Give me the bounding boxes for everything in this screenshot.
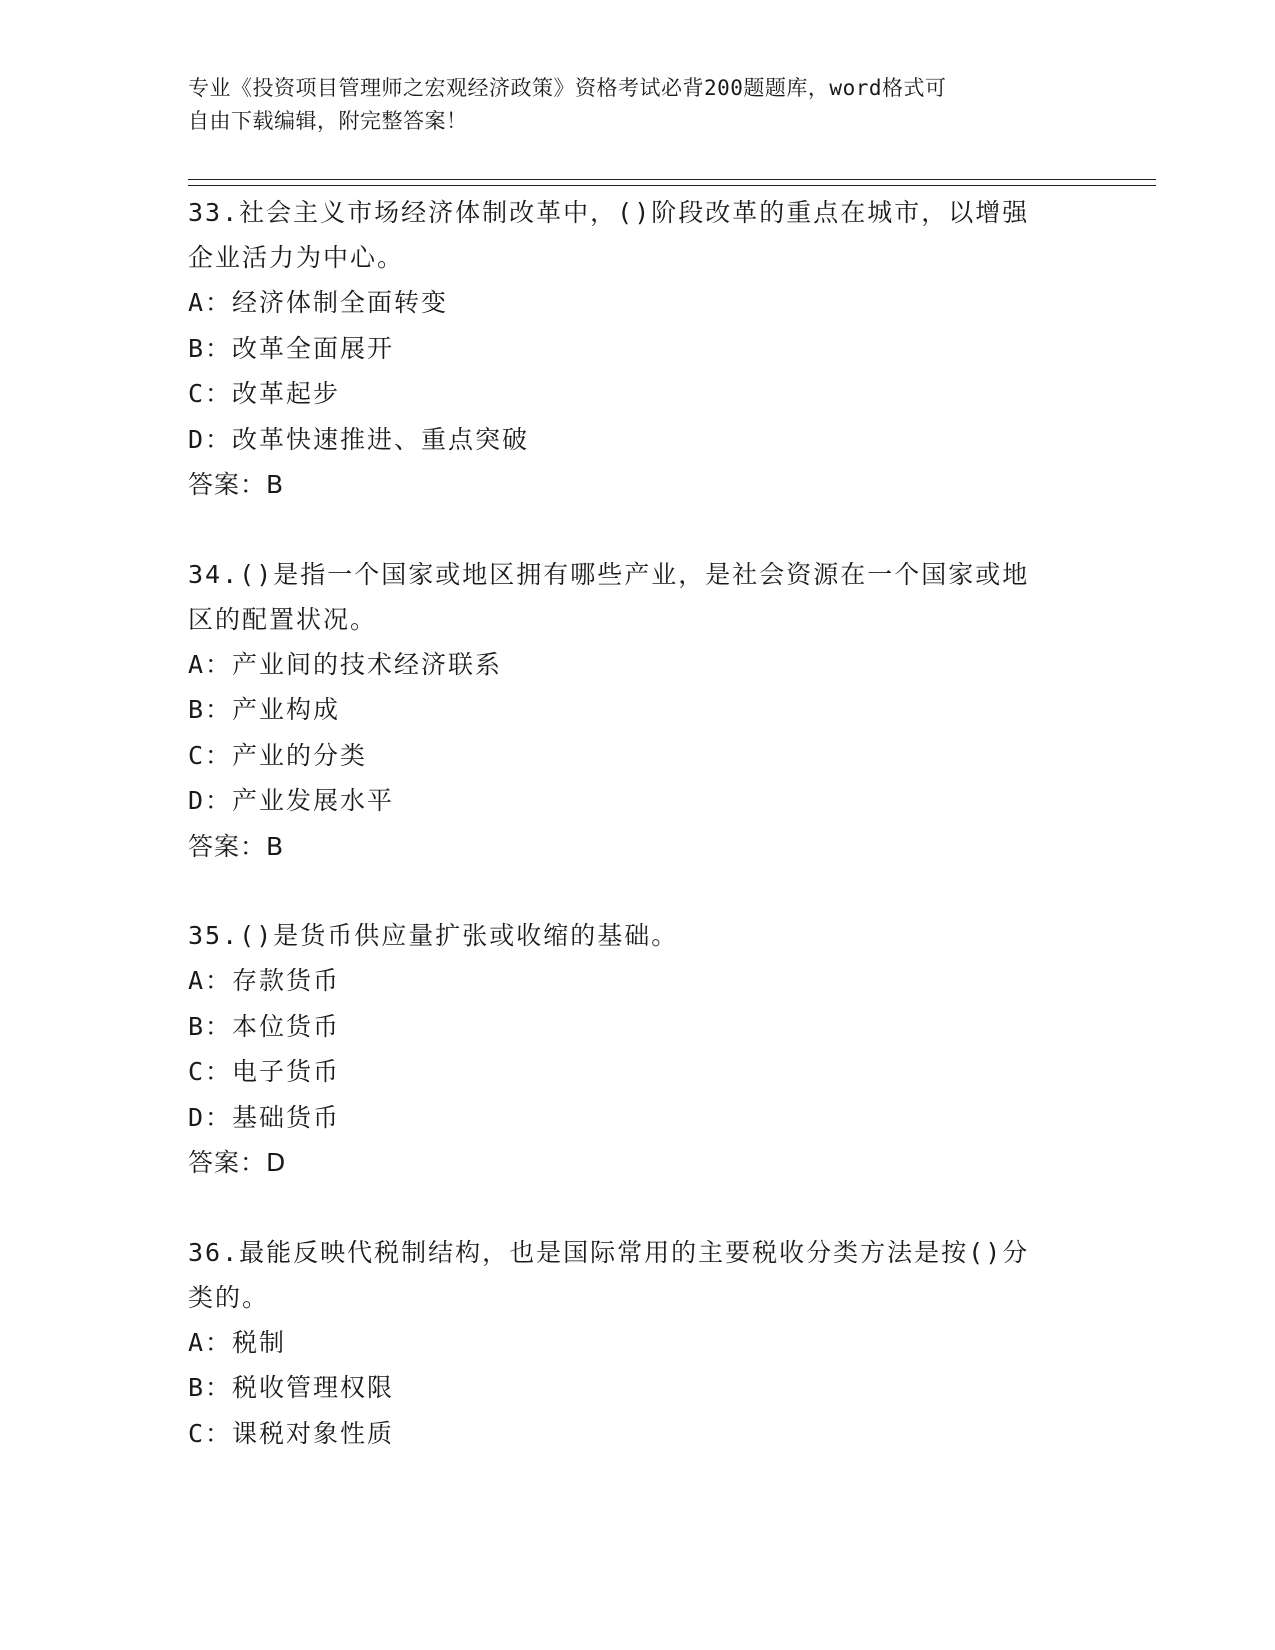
option-b: B：产业构成 xyxy=(188,695,341,724)
header-line-1: 专业《投资项目管理师之宏观经济政策》资格考试必背200题题库，word格式可 xyxy=(188,76,947,100)
answer: 答案：B xyxy=(188,831,285,861)
question-34 xyxy=(188,552,1088,870)
option-a: A：经济体制全面转变 xyxy=(188,288,449,317)
option-c: C：课税对象性质 xyxy=(188,1418,395,1448)
document-header xyxy=(188,72,1068,138)
question-33 xyxy=(188,190,1088,508)
question-stem-continued: 企业活力为中心。 xyxy=(188,243,405,272)
question-list xyxy=(188,190,1088,1500)
option-d: D：基础货币 xyxy=(188,1102,341,1132)
question-35 xyxy=(188,913,1088,1186)
option-d: D：产业发展水平 xyxy=(188,786,395,815)
option-b: B：本位货币 xyxy=(188,1011,341,1041)
header-rule-top xyxy=(188,179,1156,180)
question-stem: 36.最能反映代税制结构，也是国际常用的主要税收分类方法是按()分 xyxy=(188,1237,1030,1267)
option-d: D：改革快速推进、重点突破 xyxy=(188,424,530,454)
question-stem: 34.()是指一个国家或地区拥有哪些产业，是社会资源在一个国家或地 xyxy=(188,559,1030,589)
option-a: A：税制 xyxy=(188,1327,287,1357)
question-stem: 33.社会主义市场经济体制改革中，()阶段改革的重点在城市，以增强 xyxy=(188,198,1030,227)
option-b: B：改革全面展开 xyxy=(188,333,395,363)
answer: 答案：B xyxy=(188,470,285,499)
header-rule-bottom xyxy=(188,185,1156,186)
option-b: B：税收管理权限 xyxy=(188,1373,395,1402)
question-stem: 35.()是货币供应量扩张或收缩的基础。 xyxy=(188,921,679,950)
option-c: C：产业的分类 xyxy=(188,740,368,770)
answer: 答案：D xyxy=(188,1148,287,1177)
header-line-2: 自由下载编辑，附完整答案！ xyxy=(188,109,468,133)
question-stem-continued: 区的配置状况。 xyxy=(188,604,378,634)
option-a: A：产业间的技术经济联系 xyxy=(188,649,503,679)
option-c: C：电子货币 xyxy=(188,1057,341,1086)
option-c: C：改革起步 xyxy=(188,379,341,408)
question-36 xyxy=(188,1230,1088,1457)
option-a: A：存款货币 xyxy=(188,966,341,995)
question-stem-continued: 类的。 xyxy=(188,1282,270,1312)
